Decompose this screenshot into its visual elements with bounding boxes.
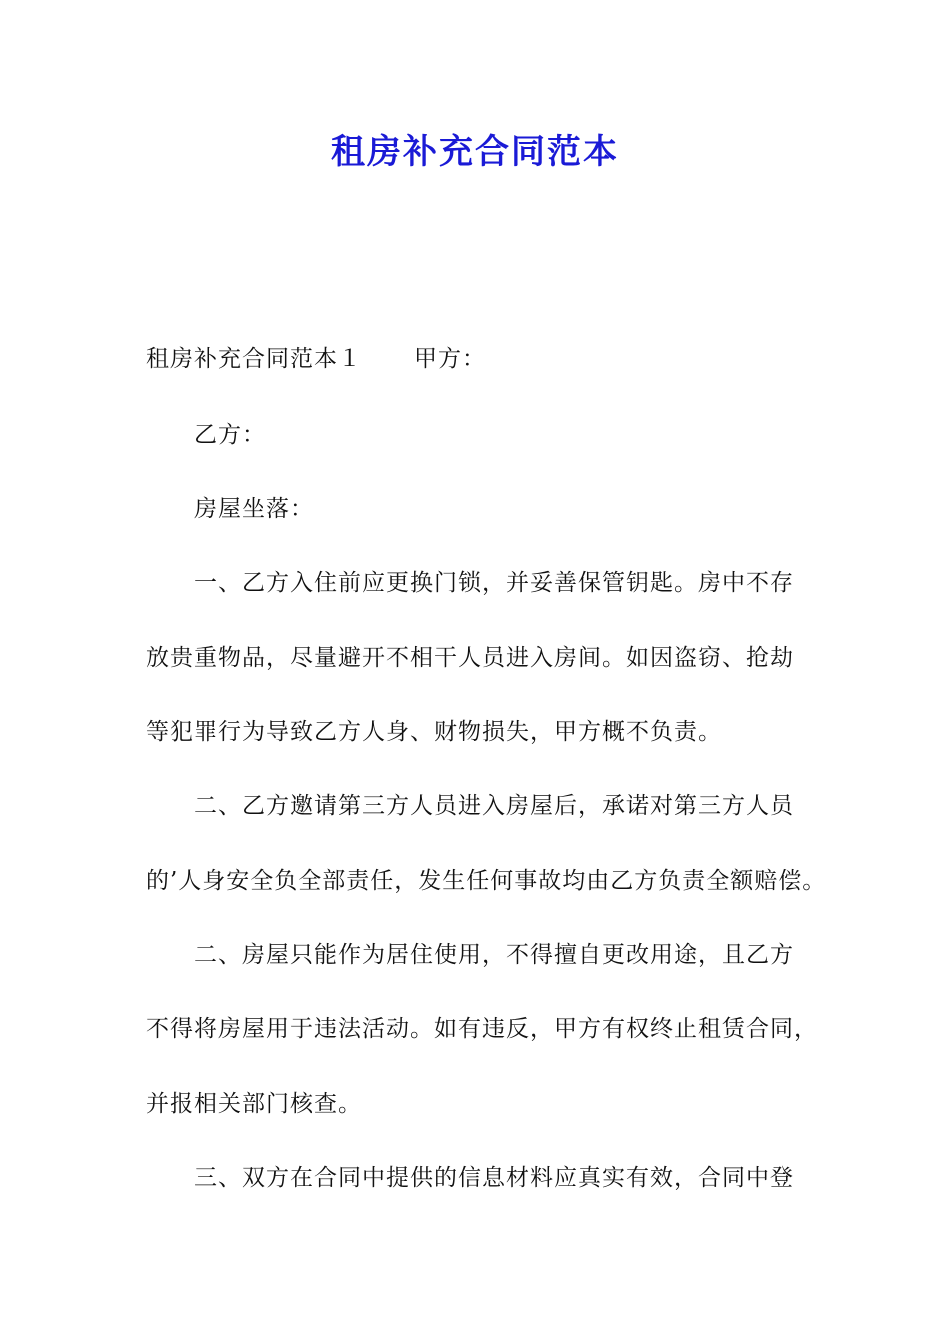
party-a-label: 甲方： [414,346,486,372]
clause-line: 不得将房屋用于违法活动。如有违反，甲方有权终止租赁合同， [146,1016,818,1042]
clause-line: 三、双方在合同中提供的信息材料应真实有效，合同中登 [194,1165,794,1191]
clause-line: 等犯罪行为导致乙方人身、财物损失，甲方概不负责。 [146,719,722,745]
clause-line: 二、乙方邀请第三方人员进入房屋后，承诺对第三方人员 [194,793,794,819]
party-b-label: 乙方： [194,422,266,448]
heading-line [146,343,836,375]
clause-line: 的’人身安全负全部责任，发生任何事故均由乙方负责全额赔偿。 [146,868,827,894]
document-title: 租房补充合同范本 [331,132,619,172]
location-label: 房屋坐落： [194,496,314,522]
contract-heading: 租房补充合同范本１ [146,346,362,372]
clause-line: 并报相关部门核查。 [146,1091,362,1117]
clause-line: 一、乙方入住前应更换门锁，并妥善保管钥匙。房中不存 [194,570,794,596]
clause-line: 放贵重物品，尽量避开不相干人员进入房间。如因盗窃、抢劫 [146,645,794,671]
clause-line: 二、房屋只能作为居住使用，不得擅自更改用途，且乙方 [194,942,794,968]
